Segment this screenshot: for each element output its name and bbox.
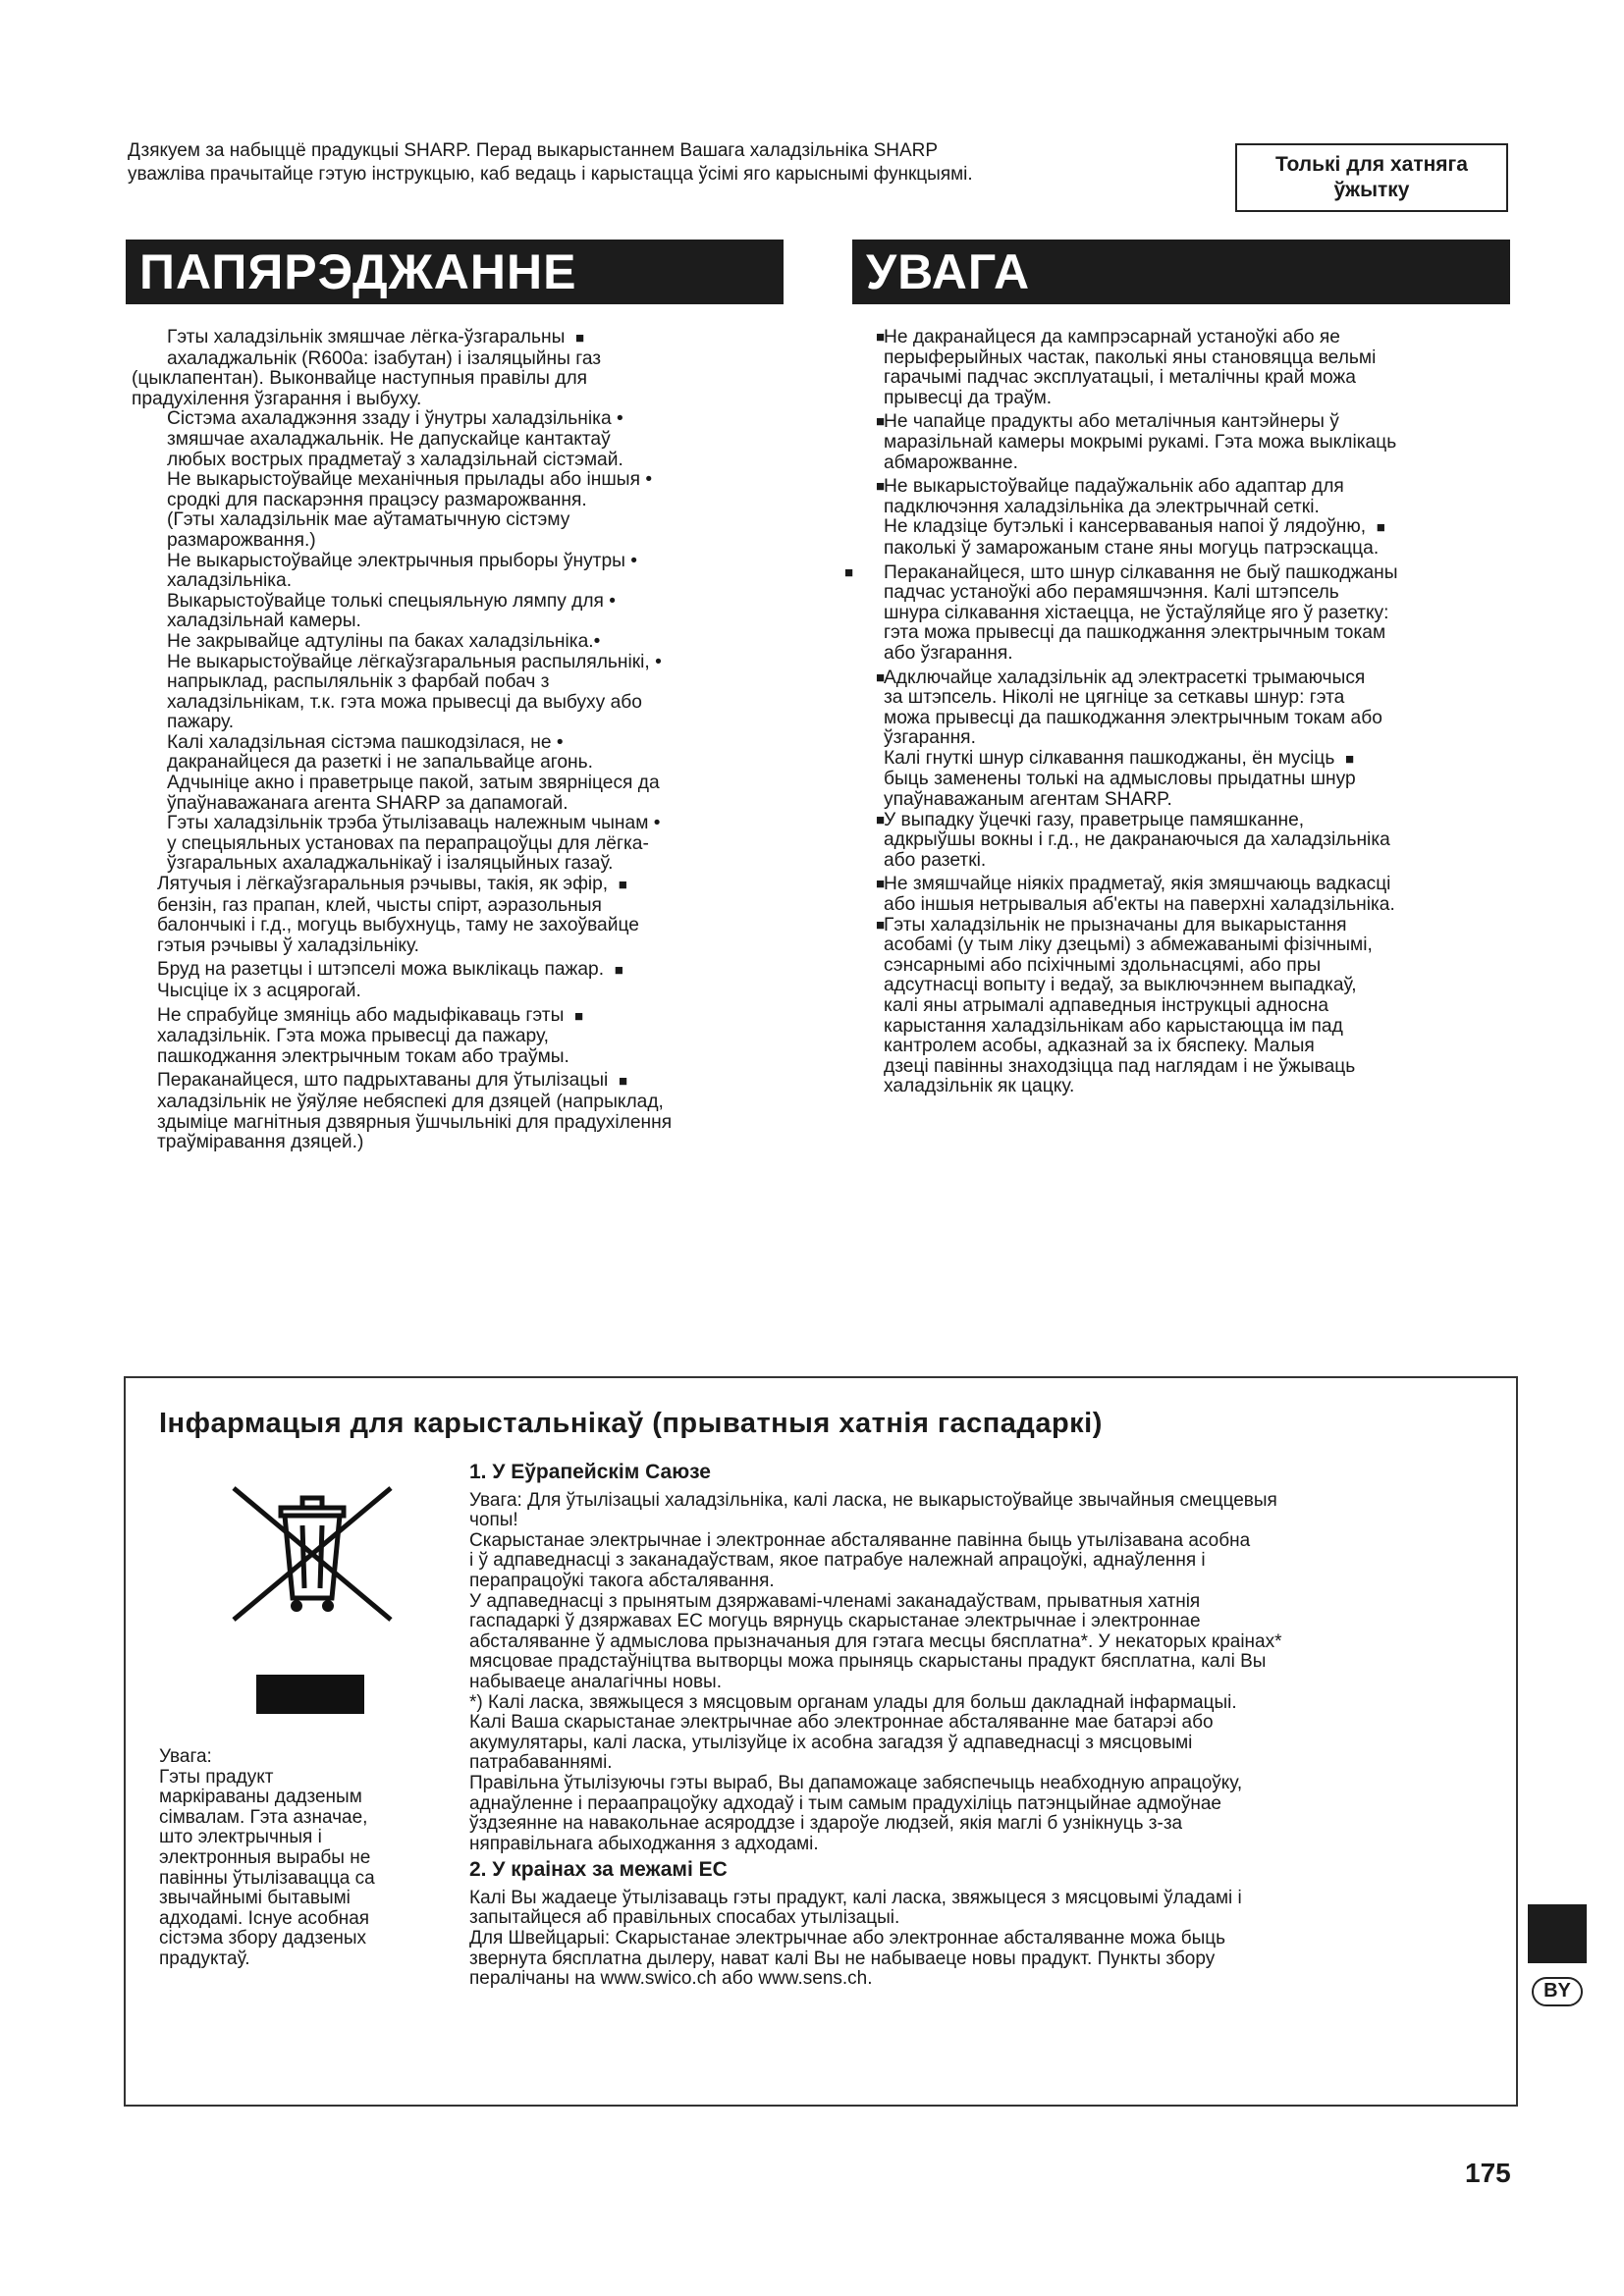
- weee-black-bar: [256, 1675, 364, 1714]
- intro-text: Дзякуем за набыццё прадукцыі SHARP. Перад выкарыстаннем Вашага халадзільніка SHARP уважліва прачытайце гэтую інструкцыю, каб ведаць і карыстацца ўсімі яго карыснымі функцыямі.: [128, 140, 973, 185]
- home-use-box: Толькі для хатняга ўжытку: [1235, 143, 1508, 212]
- caution-column: ■ Не дакранайцеся да кампрэсарнай устаноўкі або яе перыферыйных частак, паколькі яны становяцца вельмі гарачымі падчас эксплуатацыі, і металічны край можа прывесці да траўм. ■ Не чапайце прадукты або металічныя кантэйнеры ў маразільнай камеры мокрымі рукамі. Гэта можа выклікаць абмарожванне. ■ Не выкарыстоўвайце падаўжальнік або адаптар для падключэння халадзільніка да электрычнай сеткі. Не кладзіце бутэлькі і кансерваваныя напоі ў лядоўню, ■ паколькі ў замарожаным стане яны могуць патрэскацца. ■ Пераканайцеся, што шнур сілкавання не быў пашкоджаны падчас устаноўкі або перамяшчэння. Калі штэпсель шнура сілкавання хістаецца, не ўстаўляйце яго ў разетку: гэта можа прывесці да пашкоджання электрычным токам або ўзгарання. ■ Адключайце халадзільнік ад электрасеткі трымаючыся за штэпсель. Ніколі не цягніце за сеткавы шнур: гэта можа прывесці да пашкоджання электрычным токам або ўзгарання. Калі гнуткі шнур сілкавання пашкоджаны, ён мусіць ■ быць заменены толькі на адмысловы прыдатны шнур упаўнаважаным агентам SHARP. ■ У выпадку ўцечкі газу, праветрыце памяшканне, адкрыўшы вокны і г.д., не дакранаючыся да халадзільніка або разеткі. ■ Не змяшчайце ніякіх прадметаў, якія змяшчаюць вадкасці або іншыя нетрывалыя аб'екты на паверхні халадзільніка. ■ Гэты халадзільнік не прызначаны для выкарыстання асобамі (у тым ліку дзецьмі) з абмежаванымі фізічнымі, сэнсарнымі або псіхічнымі здольнасцямі, або пры адсутнасці вопыту і ведаў, за выключэннем выпадкаў, калі яны атрымалі адпаведныя інструкцыі адносна карыстання халадзільнікам або карыстаюцца ім пад кантролем асобы, адказнай за іх бяспеку. Малыя дзеці павінны знаходзіцца пад наглядам і не ўжываць халадзільнік як цацку.: [844, 327, 1398, 1097]
- info-sections: 1. У Еўрапейскім Саюзе Увага: Для ўтылізацыі халадзільніка, калі ласка, не выкарыстоўвайце звычайныя смеццевыя чопы! Скарыстанае электрычнае і электроннае абсталяванне павінна быць утылізавана асобна і ў адпаведнасці з заканадаўствам, якое патрабуе належнай апрацоўкі, аднаўлення і перапрацоўкі такога абсталявання. У адпаведнасці з прынятым дзяржавамі-членамі заканадаўствам, прыватныя хатнія гаспадаркі ў дзяржавах ЕС могуць вярнуць скарыстанае электрычнае і электроннае абсталяванне ў адмыслова прызначаныя для гэтага месцы бясплатна*. У некаторых краінах* мясцовае прадстаўніцтва вытворцы можа прыняць скарыстаны прадукт бясплатна, калі Вы набываеце аналагічны новы. *) Калі ласка, звяжыцеся з мясцовым органам улады для больш дакладнай інфармацыі. Калі Ваша скарыстанае электрычнае або электроннае абсталяванне мае батарэі або акумулятары, калі ласка, утылізуйце іх асобна загадзя ў адпаведнасці з мясцовымі патрабаваннямі. Правільна ўтылізуючы гэты выраб, Вы дапаможаце забяспечыць неабходную апрацоўку, аднаўленне і пераапрацоўку адходаў і тым самым прадухіліць патэнцыйнае адмоўнае ўздзеянне на навакольнае асяроддзе і здароўе людзей, якія маглі б узнікнуць з-за няправільнага абыходжання з адходамі. 2. У краінах за межамі ЕС Калі Вы жадаеце ўтылізаваць гэты прадукт, калі ласка, звяжыцеся з мясцовымі ўладамі і запытайцеся аб правільных спосабах утылізацыі. Для Швейцарыі: Скарыстанае электрычнае або электроннае абсталяванне можа быць звернута бясплатна дылеру, нават калі Вы не набываеце новы прадукт. Пункты збору пералічаны на www.swico.ch або www.sens.ch.: [469, 1463, 1500, 1990]
- crossed-bin-icon: [214, 1480, 410, 1628]
- user-information-box: [124, 1376, 1518, 2107]
- country-code-badge: BY: [1532, 1977, 1583, 2006]
- page-number: 175: [1465, 2158, 1511, 2188]
- section-non-eu-heading: 2. У краінах за межамі ЕС: [469, 1858, 728, 1882]
- section-eu-heading: 1. У Еўрапейскім Саюзе: [469, 1461, 711, 1483]
- weee-note: Увага: Гэты прадукт маркіраваны дадзеным сімвалам. Гэта азначае, што электрычныя і электронныя вырабы не павінны ўтылізавацца са звычайнымі бытавымі адходамі. Існуе асобная сістэма збору дадзеных прадуктаў.: [159, 1746, 375, 1969]
- info-title: Інфармацыя для карыстальнікаў (прыватныя хатнія гаспадаркі): [159, 1408, 1103, 1439]
- warning-banner: ПАПЯРЭДЖАННЕ: [126, 240, 784, 304]
- caution-banner: УВАГА: [852, 240, 1510, 304]
- warning-column: Гэты халадзільнік змяшчае лёгка-ўзгаральны ■ ахаладжальнік (R600a: ізабутан) і ізаляцыйны газ (цыклапентан). Выконвайце наступныя правілы для прадухілення ўзгарання і выбуху. Сістэма ахаладжэння ззаду і ўнутры халадзільніка • змяшчае ахаладжальнік. Не дапускайце кантактаў любых вострых прадметаў з халадзільнай сістэмай. Не выкарыстоўвайце механічныя прылады або іншыя • сродкі для паскарэння працэсу размарожвання. (Гэты халадзільнік мае аўтаматычную сістэму размарожвання.) Не выкарыстоўвайце электрычныя прыборы ўнутры • халадзільніка. Выкарыстоўвайце толькі спецыяльную лямпу для • халадзільнай камеры. Не закрывайце адтуліны па баках халадзільніка.• Не выкарыстоўвайце лёгкаўзгаральныя распыляльнікі, • напрыклад, распыляльнік з фарбай побач з халадзільнікам, т.к. гэта можа прывесці да выбуху або пажару. Калі халадзільная сістэма пашкодзілася, не • дакранайцеся да разеткі і не запальвайце агонь. Адчыніце акно і праветрыце пакой, затым звярніцеся да ўпаўнаважанага агента SHARP за дапамогай. Гэты халадзільнік трэба ўтылізаваць належным чынам • у спецыяльных установах па перапрацоўцы для лёгка- ўзгаральных ахаладжальнікаў і ізаляцыйных газаў. Лятучыя і лёгкаўзгаральныя рэчывы, такія, як эфір, ■ бензін, газ прапан, клей, чысты спірт, аэразольныя балончыкі і г.д., могуць выбухнуць, таму не захоўвайце гэтыя рэчывы ў халадзільніку. Бруд на разетцы і штэпселі можа выклікаць пажар. ■ Чысціце іх з асцярогай. Не спрабуйце змяніць або мадыфікаваць гэты ■ халадзільнік. Гэта можа прывесці да пажару, пашкоджання электрычным токам або траўмы. Пераканайцеся, што падрыхтаваны для ўтылізацыі ■ халадзільнік не ўяўляе небяспекі для дзяцей (напрыклад, здыміце магнітныя дзвярныя ўшчыльнікі для прадухілення траўміравання дзяцей.): [132, 327, 673, 1153]
- language-tab-marker: [1528, 1904, 1587, 1963]
